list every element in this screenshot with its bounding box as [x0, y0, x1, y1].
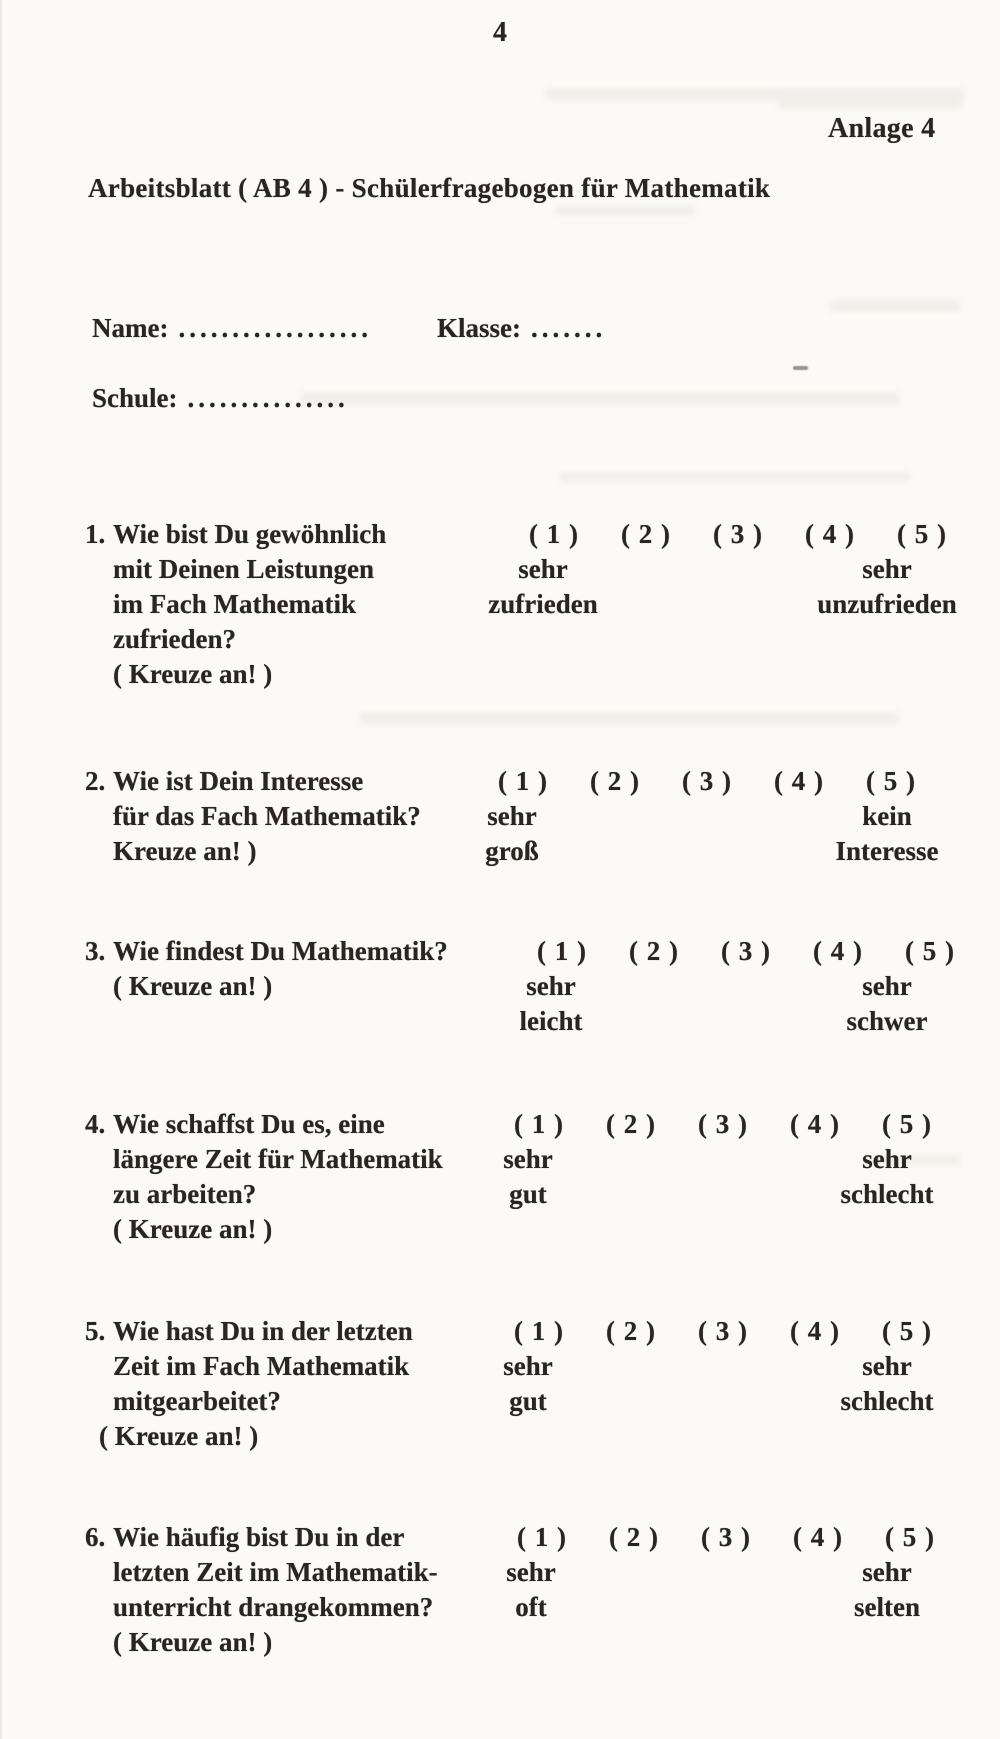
question-line: Zeit im Fach Mathematik: [113, 1351, 410, 1381]
anchor-line: sehr: [503, 1144, 553, 1174]
question-line: Wie hast Du in der letzten: [113, 1316, 413, 1346]
question-line: Wie findest Du Mathematik?: [113, 936, 448, 966]
scale-right-anchor: [812, 1142, 962, 1212]
question-line: Wie häufig bist Du in der: [113, 1522, 405, 1552]
scale-option-5[interactable]: ( 5 ): [897, 519, 947, 549]
anchor-line: sehr: [862, 554, 912, 584]
question-2-text: [0, 764, 460, 869]
question-line: für das Fach Mathematik?: [113, 801, 421, 831]
scale-option-5[interactable]: ( 5 ): [905, 936, 955, 966]
scale-row: [497, 764, 1000, 799]
anchor-line: gut: [509, 1386, 547, 1416]
scale-option-3[interactable]: ( 3 ): [713, 519, 763, 549]
anchor-line: sehr: [862, 1557, 912, 1587]
anchor-line: schwer: [846, 1006, 928, 1036]
anchor-line: sehr: [503, 1351, 553, 1381]
anchor-line: Interesse: [835, 836, 939, 866]
question-line: zu arbeiten?: [113, 1179, 257, 1209]
anchor-line: oft: [515, 1592, 547, 1622]
scan-artifact: [545, 88, 965, 100]
anchor-line: gut: [509, 1179, 547, 1209]
scale-option-3[interactable]: ( 3 ): [682, 766, 732, 796]
anchor-line: unzufrieden: [817, 589, 957, 619]
scale-option-3[interactable]: ( 3 ): [721, 936, 771, 966]
scale-row: [513, 1314, 1000, 1349]
scale-left-anchor: [491, 969, 611, 1039]
scale-row: [536, 934, 1000, 969]
klasse-input-line[interactable]: .......: [531, 313, 607, 343]
question-3-scale: [519, 934, 1000, 1039]
anchor-line: groß: [485, 836, 539, 866]
question-5-scale: [503, 1314, 1000, 1454]
scan-artifact: [555, 205, 695, 215]
scale-anchors: [485, 799, 1000, 869]
question-1-scale: [488, 517, 1000, 692]
scale-anchors: [519, 969, 1000, 1039]
scale-option-2[interactable]: ( 2 ): [629, 936, 679, 966]
question-line: mit Deinen Leistungen: [113, 554, 375, 584]
question-1-text: [0, 517, 460, 692]
klasse-group: [437, 311, 606, 346]
annex-label: Anlage 4: [828, 113, 936, 144]
scale-option-2[interactable]: ( 2 ): [606, 1316, 656, 1346]
question-line: im Fach Mathematik: [113, 589, 356, 619]
scan-artifact: [560, 472, 910, 482]
question-line: Wie bist Du gewöhnlich: [113, 519, 387, 549]
anchor-line: zufrieden: [488, 589, 598, 619]
scale-anchors: [503, 1349, 1000, 1419]
question-2-scale: [485, 764, 1000, 869]
scale-option-4[interactable]: ( 4 ): [774, 766, 824, 796]
question-6: [0, 1520, 1000, 1660]
scale-right-anchor: [812, 799, 962, 869]
scale-right-anchor: [812, 1555, 962, 1625]
question-line: mitgearbeitet?: [113, 1386, 281, 1416]
question-line: Wie ist Dein Interesse: [113, 766, 364, 796]
scale-right-anchor: [812, 552, 962, 622]
page-title: Arbeitsblatt ( AB 4 ) - Schülerfragebogen für Mathematik: [88, 173, 771, 203]
scale-option-5[interactable]: ( 5 ): [885, 1522, 935, 1552]
scan-artifact: [300, 392, 900, 405]
scale-option-1[interactable]: ( 1 ): [537, 936, 587, 966]
question-5-text: [0, 1314, 460, 1454]
question-line: letzten Zeit im Mathematik-: [113, 1557, 438, 1587]
scale-left-anchor: [483, 552, 603, 622]
scale-option-2[interactable]: ( 2 ): [606, 1109, 656, 1139]
question-number: 6.: [85, 1522, 106, 1552]
question-3: [0, 934, 1000, 1039]
anchor-line: schlecht: [840, 1179, 934, 1209]
scale-option-5[interactable]: ( 5 ): [882, 1316, 932, 1346]
question-instruction: Kreuze an! ): [113, 836, 257, 866]
scale-right-anchor: [812, 1349, 962, 1419]
scale-anchors: [503, 1142, 1000, 1212]
question-6-scale: [506, 1520, 1000, 1660]
scale-anchors: [506, 1555, 1000, 1625]
scale-option-1[interactable]: ( 1 ): [529, 519, 579, 549]
question-number: 5.: [85, 1316, 106, 1346]
anchor-line: schlecht: [840, 1386, 934, 1416]
question-4-text: [0, 1107, 460, 1247]
question-6-text: [0, 1520, 460, 1660]
name-label: Name:: [92, 313, 169, 343]
question-2: [0, 764, 1000, 869]
schule-row: [92, 381, 349, 416]
question-instruction: ( Kreuze an! ): [113, 1214, 273, 1244]
scale-option-3[interactable]: ( 3 ): [698, 1316, 748, 1346]
scale-option-1[interactable]: ( 1 ): [498, 766, 548, 796]
scale-option-5[interactable]: ( 5 ): [866, 766, 916, 796]
scale-right-anchor: [812, 969, 962, 1039]
question-line: längere Zeit für Mathematik: [113, 1144, 443, 1174]
anchor-line: selten: [854, 1592, 920, 1622]
question-number: 3.: [85, 936, 106, 966]
anchor-line: leicht: [519, 1006, 583, 1036]
question-1: [0, 517, 1000, 692]
anchor-line: sehr: [518, 554, 568, 584]
scale-option-2[interactable]: ( 2 ): [621, 519, 671, 549]
question-number: 2.: [85, 766, 106, 796]
question-line: zufrieden?: [113, 624, 236, 654]
anchor-line: sehr: [506, 1557, 556, 1587]
question-instruction: ( Kreuze an! ): [99, 1421, 259, 1451]
scale-anchors: [488, 552, 1000, 622]
scale-left-anchor: [468, 1349, 588, 1419]
anchor-line: sehr: [862, 971, 912, 1001]
anchor-line: kein: [862, 801, 912, 831]
scale-left-anchor: [452, 799, 572, 869]
klasse-label: Klasse:: [437, 313, 521, 343]
anchor-line: sehr: [526, 971, 576, 1001]
scan-artifact: [778, 99, 963, 109]
scale-option-5[interactable]: ( 5 ): [882, 1109, 932, 1139]
question-number: 4.: [85, 1109, 106, 1139]
question-instruction: ( Kreuze an! ): [113, 971, 273, 1001]
scale-option-1[interactable]: ( 1 ): [514, 1109, 564, 1139]
question-3-text: [0, 934, 460, 1039]
scale-row: [528, 517, 1000, 552]
scale-option-2[interactable]: ( 2 ): [590, 766, 640, 796]
question-5: [0, 1314, 1000, 1454]
anchor-line: sehr: [862, 1351, 912, 1381]
scale-option-1[interactable]: ( 1 ): [514, 1316, 564, 1346]
question-instruction: ( Kreuze an! ): [113, 1627, 273, 1657]
scan-artifact: [360, 712, 900, 724]
scale-option-3[interactable]: ( 3 ): [701, 1522, 751, 1552]
question-line: Wie schaffst Du es, eine: [113, 1109, 385, 1139]
schule-input-line[interactable]: ...............: [187, 383, 349, 413]
question-4-scale: [503, 1107, 1000, 1247]
anchor-line: sehr: [487, 801, 537, 831]
scale-option-2[interactable]: ( 2 ): [609, 1522, 659, 1552]
scale-option-4[interactable]: ( 4 ): [805, 519, 855, 549]
scale-row: [516, 1520, 1000, 1555]
question-number: 1.: [85, 519, 106, 549]
scale-left-anchor: [468, 1142, 588, 1212]
scale-option-3[interactable]: ( 3 ): [698, 1109, 748, 1139]
question-4: [0, 1107, 1000, 1247]
scan-artifact: [793, 366, 808, 370]
name-input-line[interactable]: ..................: [178, 313, 372, 343]
scale-option-4[interactable]: ( 4 ): [793, 1522, 843, 1552]
anchor-line: sehr: [862, 1144, 912, 1174]
scale-row: [513, 1107, 1000, 1142]
name-klasse-row: [92, 311, 952, 346]
question-instruction: ( Kreuze an! ): [113, 659, 273, 689]
scale-left-anchor: [471, 1555, 591, 1625]
page-number: 4: [493, 17, 507, 48]
scale-option-4[interactable]: ( 4 ): [813, 936, 863, 966]
schule-label: Schule:: [92, 383, 178, 413]
scan-edge-shadow: [0, 0, 3, 1739]
scale-option-4[interactable]: ( 4 ): [790, 1109, 840, 1139]
question-line: unterricht drangekommen?: [113, 1592, 434, 1622]
scale-option-1[interactable]: ( 1 ): [517, 1522, 567, 1552]
scale-option-4[interactable]: ( 4 ): [790, 1316, 840, 1346]
